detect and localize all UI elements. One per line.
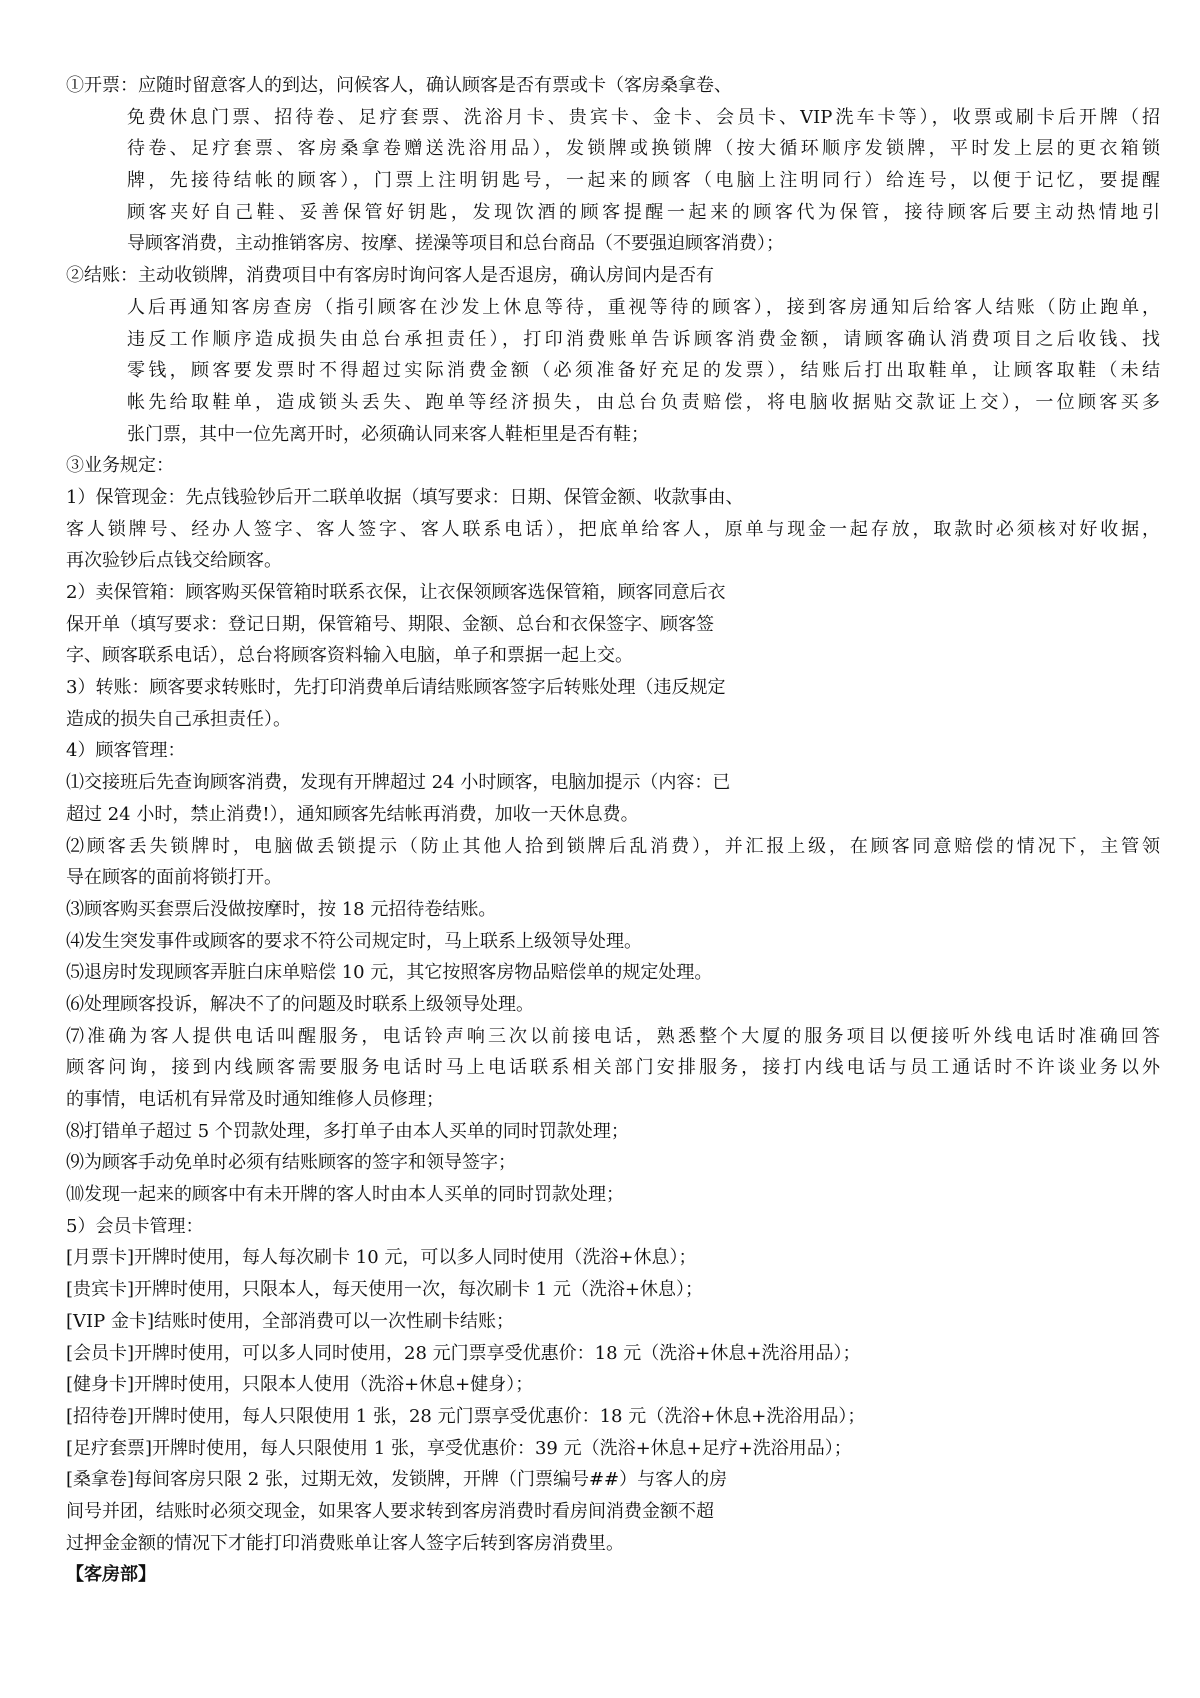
- text-line: 违反工作顺序造成损失由总台承担责任），打印消费账单告诉顾客消费金额，请顾客确认消费项目之后收钱、找: [127, 328, 1160, 350]
- text-line: [足疗套票]开牌时使用，每人只限使用 1 张，享受优惠价：39 元（洗浴+休息+足疗+洗浴用品）；: [66, 1437, 852, 1459]
- text-line: 过押金金额的情况下才能打印消费账单让客人签字后转到客房消费里。: [66, 1532, 624, 1554]
- text-line: ①开票：应随时留意客人的到达，问候客人，确认顾客是否有票或卡（客房桑拿卷、: [66, 75, 732, 96]
- text-line: 再次验钞后点钱交给顾客。: [66, 550, 282, 572]
- text-line: ⑻打错单子超过 5 个罚款处理，多打单子由本人买单的同时罚款处理；: [66, 1120, 629, 1142]
- text-line: ⑸退房时发现顾客弄脏白床单赔偿 10 元，其它按照客房物品赔偿单的规定处理。: [66, 962, 713, 984]
- text-line: 间号并团，结账时必须交现金，如果客人要求转到客房消费时看房间消费金额不超: [66, 1500, 714, 1522]
- text-line: 导在顾客的面前将锁打开。: [66, 867, 282, 889]
- text-line: 导顾客消费，主动推销客房、按摩、搓澡等项目和总台商品（不要强迫顾客消费）；: [127, 233, 784, 255]
- text-line: 3）转账：顾客要求转账时，先打印消费单后请结账顾客签字后转账处理（违反规定: [66, 677, 726, 699]
- text-line: ⑷发生突发事件或顾客的要求不符公司规定时，马上联系上级领导处理。: [66, 930, 642, 952]
- text-line: ⑽发现一起来的顾客中有未开牌的客人时由本人买单的同时罚款处理；: [66, 1184, 624, 1206]
- text-line: 人后再通知客房查房（指引顾客在沙发上休息等待，重视等待的顾客），接到客房通知后给客人结账（防止跑单，: [127, 296, 1160, 318]
- text-line: [月票卡]开牌时使用，每人每次刷卡 10 元，可以多人同时使用（洗浴+休息）；: [66, 1247, 697, 1269]
- text-line: 顾客问询，接到内线顾客需要服务电话时马上电话联系相关部门安排服务，接打内线电话与员工通话时不许谈业务以外: [66, 1057, 1160, 1079]
- text-line: 牌，先接待结帐的顾客），门票上注明钥匙号，一起来的顾客（电脑上注明同行）给连号，以便于记忆，要提醒: [127, 170, 1160, 192]
- text-line: 5）会员卡管理：: [66, 1215, 204, 1237]
- text-line: 免费休息门票、招待卷、足疗套票、洗浴月卡、贵宾卡、金卡、会员卡、VIP洗车卡等），收票或刷卡后开牌（招: [127, 106, 1160, 128]
- text-line: 客人锁牌号、经办人签字、客人签字、客人联系电话），把底单给客人，原单与现金一起存放，取款时必须核对好收据，: [66, 518, 1160, 540]
- text-line: 的事情，电话机有异常及时通知维修人员修理；: [66, 1089, 444, 1110]
- text-line: ⑺准确为客人提供电话叫醒服务，电话铃声响三次以前接电话，熟悉整个大厦的服务项目以便接听外线电话时准确回答: [66, 1025, 1160, 1047]
- text-line: [贵宾卡]开牌时使用，只限本人，每天使用一次，每次刷卡 1 元（洗浴+休息）；: [66, 1279, 704, 1301]
- text-line: ⑹处理顾客投诉，解决不了的问题及时联系上级领导处理。: [66, 993, 534, 1015]
- text-line: [桑拿卷]每间客房只限 2 张，过期无效，发锁牌，开牌（门票编号##）与客人的房: [66, 1469, 728, 1491]
- text-line: ⑴交接班后先查询顾客消费，发现有开牌超过 24 小时顾客，电脑加提示（内容：已: [66, 772, 731, 794]
- text-line: 超过 24 小时，禁止消费!），通知顾客先结帐再消费，加收一天休息费。: [66, 803, 639, 825]
- text-line: 张门票，其中一位先离开时，必须确认同来客人鞋柜里是否有鞋；: [127, 423, 649, 445]
- text-line: 帐先给取鞋单，造成锁头丢失、跑单等经济损失，由总台负责赔偿，将电脑收据贴交款证上交），一位顾客买多: [127, 391, 1160, 413]
- text-line: ③业务规定：: [66, 455, 174, 477]
- text-line: 2）卖保管箱：顾客购买保管箱时联系衣保，让衣保领顾客选保管箱，顾客同意后衣: [66, 582, 726, 603]
- text-line: 零钱，顾客要发票时不得超过实际消费金额（必须准备好充足的发票），结账后打出取鞋单，让顾客取鞋（未结: [127, 360, 1160, 382]
- text-line: 4）顾客管理：: [66, 740, 186, 762]
- text-line: [会员卡]开牌时使用，可以多人同时使用，28 元门票享受优惠价：18 元（洗浴+休息+洗浴用品）；: [66, 1342, 861, 1364]
- text-line: 字、顾客联系电话），总台将顾客资料输入电脑，单子和票据一起上交。: [66, 645, 633, 667]
- text-line: 顾客夹好自己鞋、妥善保管好钥匙，发现饮酒的顾客提醒一起来的顾客代为保管，接待顾客后要主动热情地引: [127, 201, 1160, 223]
- text-line: 待卷、足疗套票、客房桑拿卷赠送洗浴用品），发锁牌或换锁牌（按大循环顺序发锁牌，平时发上层的更衣箱锁: [127, 138, 1160, 160]
- text-line: ⑵顾客丢失锁牌时，电脑做丢锁提示（防止其他人拾到锁牌后乱消费），并汇报上级，在顾客同意赔偿的情况下，主管领: [66, 835, 1160, 857]
- text-line: 造成的损失自己承担责任）。: [66, 708, 291, 730]
- text-line: [健身卡]开牌时使用，只限本人使用（洗浴+休息+健身）；: [66, 1374, 534, 1396]
- text-line: 1）保管现金：先点钱验钞后开二联单收据（填写要求：日期、保管金额、收款事由、: [66, 486, 744, 508]
- text-line: ⑶顾客购买套票后没做按摩时，按 18 元招待卷结账。: [66, 898, 497, 920]
- text-line: ②结账：主动收锁牌，消费项目中有客房时询问客人是否退房，确认房间内是否有: [66, 265, 714, 287]
- text-line: ⑼为顾客手动免单时必须有结账顾客的签字和领导签字；: [66, 1152, 516, 1174]
- section-heading: 【客房部】: [66, 1564, 156, 1586]
- text-line: [招待卷]开牌时使用，每人只限使用 1 张，28 元门票享受优惠价：18 元（洗浴+休息+洗浴用品）；: [66, 1405, 866, 1427]
- text-line: [VIP 金卡]结账时使用，全部消费可以一次性刷卡结账；: [66, 1310, 514, 1332]
- text-line: 保开单（填写要求：登记日期，保管箱号、期限、金额、总台和衣保签字、顾客签: [66, 613, 714, 635]
